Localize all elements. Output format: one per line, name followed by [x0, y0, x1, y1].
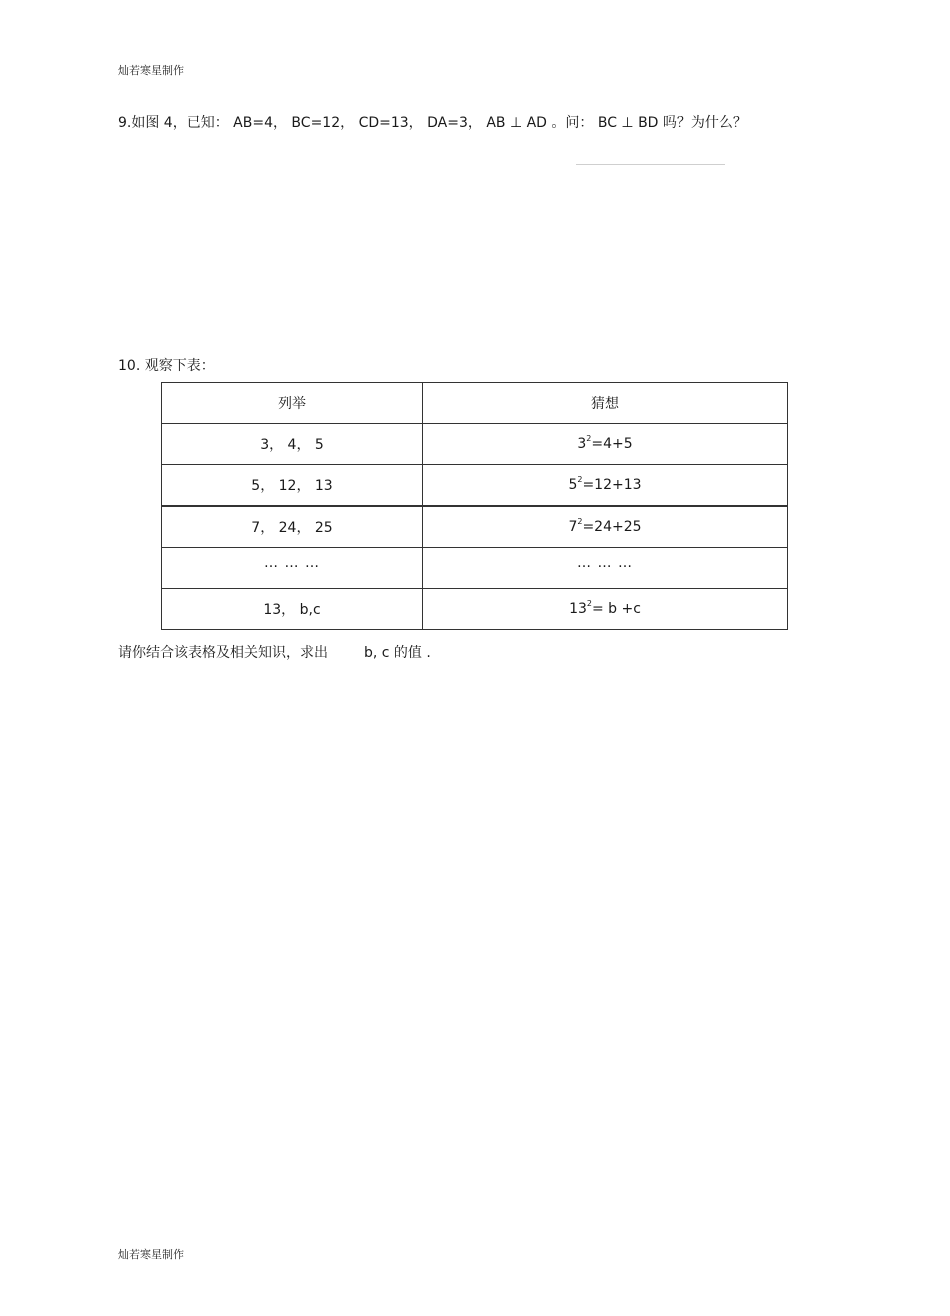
- guess-cell: … … …: [423, 548, 788, 589]
- table-header-row: [162, 383, 788, 424]
- question-10-title: 10. 观察下表：: [118, 358, 215, 374]
- header-list: 列举: [162, 383, 423, 424]
- guess-cell: $5^2=12+13$: [423, 465, 788, 507]
- footer-watermark: 灿若寒星制作: [118, 1248, 184, 1261]
- question-10-prompt: 请你结合该表格及相关知识，求出 b, c 的值 .: [118, 645, 431, 661]
- question-9-text: 9.如图 4，已知： AB=4， BC=12， CD=13， DA=3， AB ⊥ AD 。问： BC ⊥ BD 吗？为什么？: [118, 115, 747, 131]
- guess-cell: $13^2= b +c$: [423, 589, 788, 630]
- table-row: [162, 506, 788, 548]
- list-cell: 7， 24， 25: [162, 506, 423, 548]
- guess-cell: $3^2=4+5$: [423, 424, 788, 465]
- header-watermark: 灿若寒星制作: [118, 64, 184, 77]
- figure-placeholder-line: [576, 164, 725, 165]
- guess-cell: $7^2=24+25$: [423, 506, 788, 548]
- list-cell: … … …: [162, 548, 423, 589]
- list-cell: 13， b,c: [162, 589, 423, 630]
- table-row: [162, 465, 788, 507]
- header-guess: 猜想: [423, 383, 788, 424]
- table-row: [162, 548, 788, 589]
- table-row: [162, 424, 788, 465]
- list-cell: 3， 4， 5: [162, 424, 423, 465]
- table-row: [162, 589, 788, 630]
- list-cell: 5， 12， 13: [162, 465, 423, 507]
- observation-table: [161, 382, 788, 630]
